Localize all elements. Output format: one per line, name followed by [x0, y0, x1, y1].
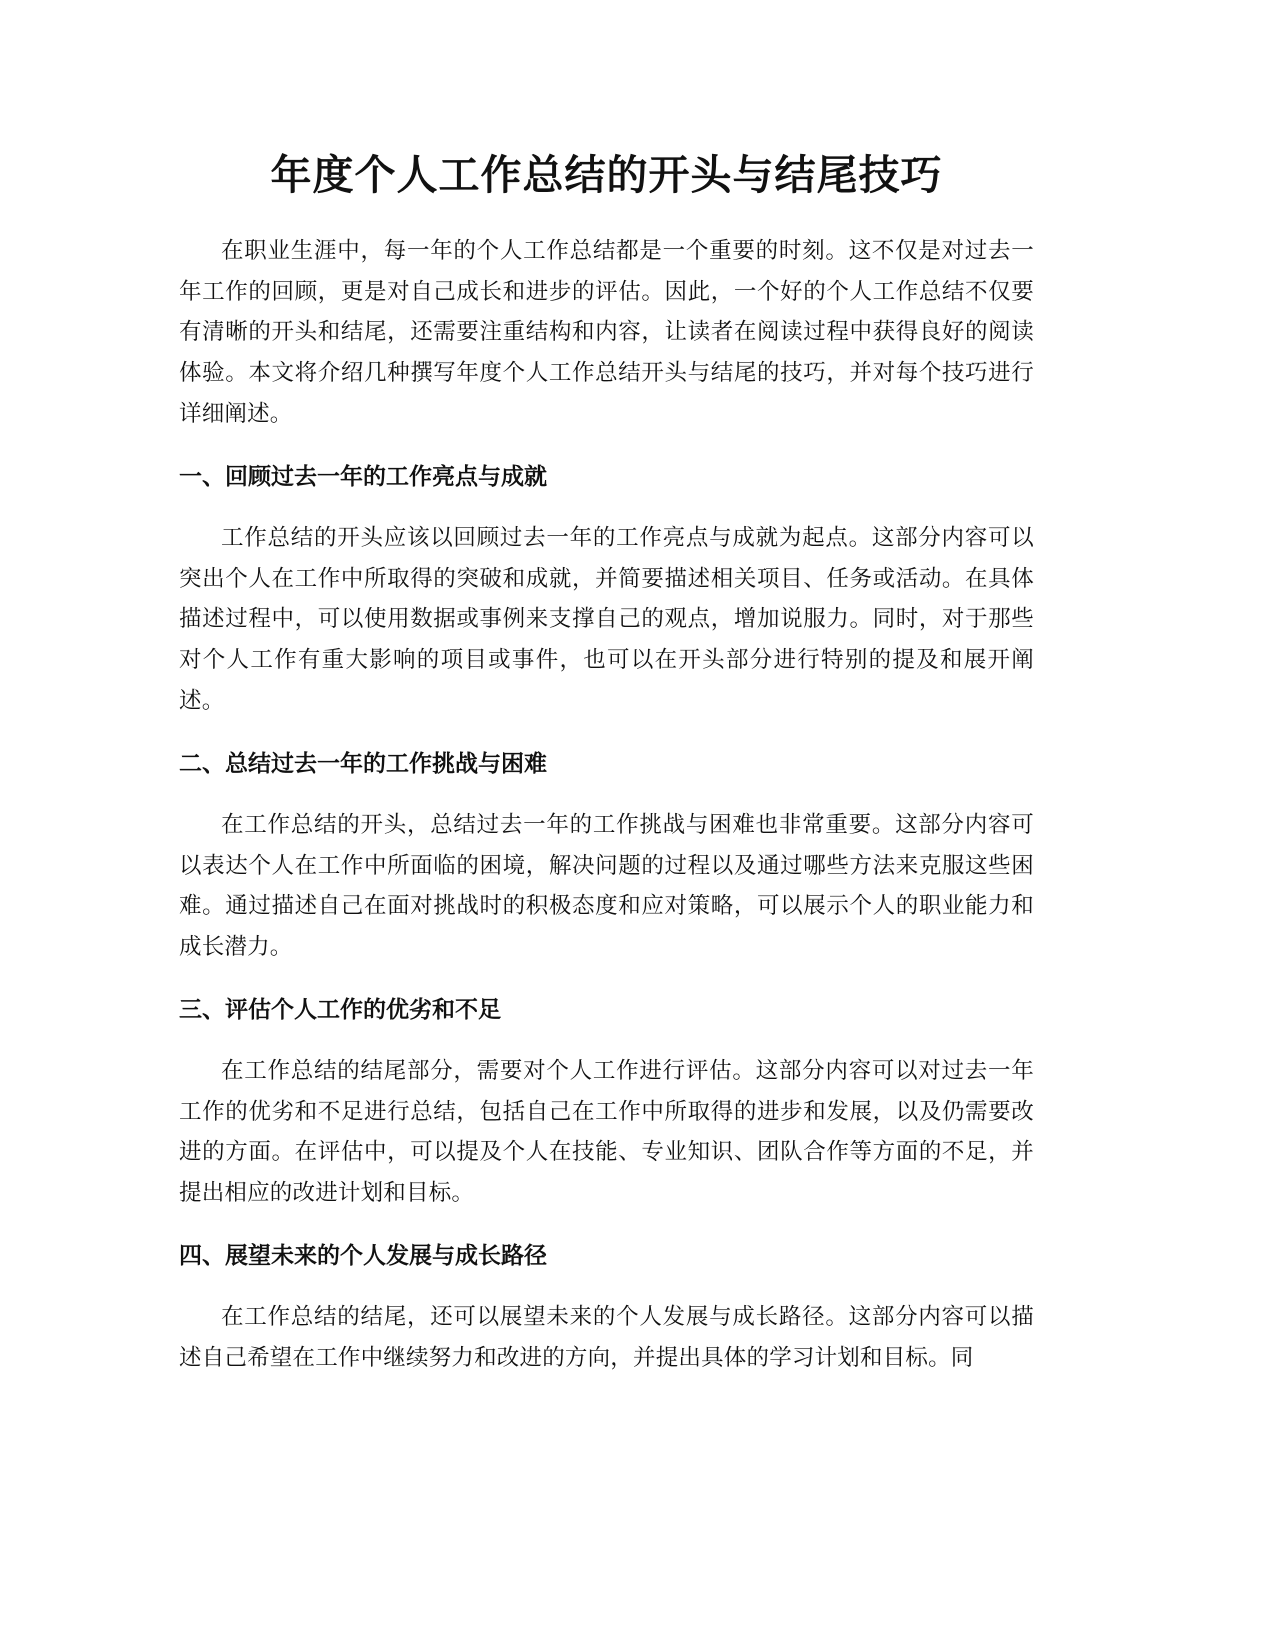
section-4-heading: 四、展望未来的个人发展与成长路径 [179, 1243, 547, 1269]
section-1-heading: 一、回顾过去一年的工作亮点与成就 [179, 464, 547, 490]
section-1-body: 工作总结的开头应该以回顾过去一年的工作亮点与成就为起点。这部分内容可以突出个人在工作中所取得的突破和成就，并简要描述相关项目、任务或活动。在具体描述过程中，可以使用数据或事例来支撑自己的观点，增加说服力。同时，对于那些对个人工作有重大影响的项目或事件，也可以在开头部分进行特别的提及和展开阐述。 [179, 525, 1034, 714]
section-2-body: 在工作总结的开头，总结过去一年的工作挑战与困难也非常重要。这部分内容可以表达个人在工作中所面临的困境，解决问题的过程以及通过哪些方法来克服这些困难。通过描述自己在面对挑战时的积极态度和应对策略，可以展示个人的职业能力和成长潜力。 [179, 812, 1034, 961]
document-title: 年度个人工作总结的开头与结尾技巧 [270, 151, 943, 199]
section-3-heading: 三、评估个人工作的优劣和不足 [179, 997, 501, 1023]
section-3-body: 在工作总结的结尾部分，需要对个人工作进行评估。这部分内容可以对过去一年工作的优劣和不足进行总结，包括自己在工作中所取得的进步和发展，以及仍需要改进的方面。在评估中，可以提及个人在技能、专业知识、团队合作等方面的不足，并提出相应的改进计划和目标。 [179, 1058, 1034, 1207]
section-2-heading: 二、总结过去一年的工作挑战与困难 [179, 751, 547, 777]
section-4-body: 在工作总结的结尾，还可以展望未来的个人发展与成长路径。这部分内容可以描述自己希望在工作中继续努力和改进的方向，并提出具体的学习计划和目标。同 [179, 1304, 1034, 1371]
intro-paragraph: 在职业生涯中，每一年的个人工作总结都是一个重要的时刻。这不仅是对过去一年工作的回顾，更是对自己成长和进步的评估。因此，一个好的个人工作总结不仅要有清晰的开头和结尾，还需要注重结构和内容，让读者在阅读过程中获得良好的阅读体验。本文将介绍几种撰写年度个人工作总结开头与结尾的技巧，并对每个技巧进行详细阐述。 [179, 238, 1034, 427]
